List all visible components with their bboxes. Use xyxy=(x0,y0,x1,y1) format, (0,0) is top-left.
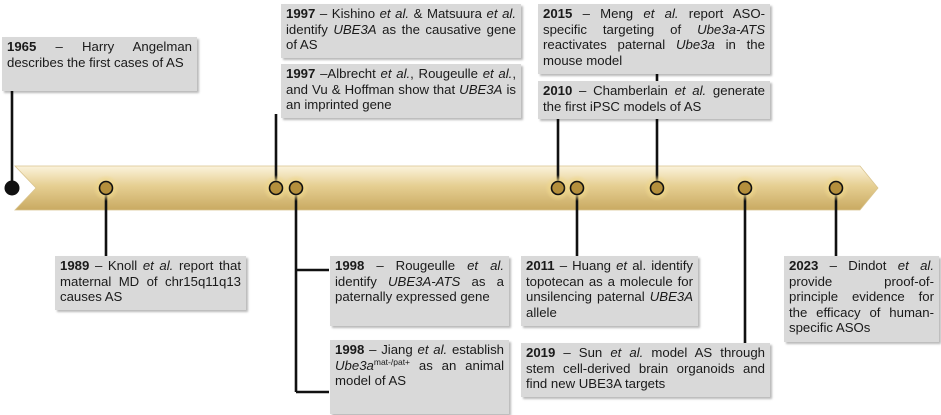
event-box-1965 xyxy=(2,37,197,91)
event-box-2019 xyxy=(521,343,770,397)
event-text: provide proof-of-principle evidence for the efficacy of human-specific ASOs xyxy=(789,273,934,336)
event-text: mat-/pat+ xyxy=(373,356,411,367)
event-box-2023 xyxy=(784,256,939,342)
event-box-1997-albrecht xyxy=(281,64,521,118)
event-text: et al. xyxy=(142,258,174,273)
event-text: et al. xyxy=(417,342,448,357)
event-text: model AS through stem cell-derived brain organoids and find new UBE3A targets xyxy=(526,345,766,392)
event-text: et al. xyxy=(643,6,679,21)
event-text: – Huang xyxy=(554,258,617,273)
event-text: – Meng xyxy=(572,6,644,21)
event-year: 1997 xyxy=(286,6,316,21)
event-text: UBE3A xyxy=(649,289,693,305)
event-year: 2015 xyxy=(543,6,573,21)
event-text: – Kishino xyxy=(315,6,380,21)
event-text: et al. xyxy=(897,258,934,273)
event-text: Ube3a xyxy=(335,357,374,373)
event-text: – Jiang xyxy=(364,342,418,357)
event-year: 2019 xyxy=(526,345,556,360)
event-text: Ube3a-ATS xyxy=(697,21,765,37)
event-text: report ASO-specific targeting of xyxy=(543,6,765,37)
event-text: et al. xyxy=(467,258,505,273)
node-2015 xyxy=(644,175,670,201)
timeline-start-dot xyxy=(5,181,20,196)
event-text: et al. xyxy=(482,66,513,81)
node-2023 xyxy=(823,175,849,201)
event-text: et al. xyxy=(486,6,516,21)
event-year: 2023 xyxy=(789,258,819,273)
event-text: – Harry Angelman describes the first cases of AS xyxy=(7,39,192,70)
event-box-1998-jiang xyxy=(330,340,509,414)
event-year: 1998 xyxy=(335,342,365,357)
event-text: in the mouse model xyxy=(543,37,765,68)
event-text: et al. xyxy=(610,345,644,360)
event-text: – Knoll xyxy=(89,258,143,273)
node-2019 xyxy=(732,175,758,201)
node-2011 xyxy=(564,175,590,201)
event-text: identify xyxy=(335,273,388,289)
event-year: 2010 xyxy=(543,83,573,98)
event-text: generate the first iPSC models of AS xyxy=(543,83,765,114)
event-text: , Rougeulle xyxy=(410,66,483,81)
event-text: Ube3a xyxy=(675,37,715,53)
event-text: al. identify topotecan as a molecule for unsilencing paternal xyxy=(526,258,693,305)
event-box-2011 xyxy=(521,256,698,326)
event-text: as the causative gene of AS xyxy=(286,21,517,53)
event-text: – Chamberlain xyxy=(572,83,675,98)
event-box-1998-rougeulle xyxy=(330,256,509,326)
event-year: 2011 xyxy=(526,258,555,273)
event-box-2015 xyxy=(538,4,770,74)
node-1989 xyxy=(93,175,119,201)
event-text: et al. xyxy=(379,6,410,21)
event-text: reactivates paternal xyxy=(543,37,676,53)
event-box-2010 xyxy=(538,81,770,119)
event-text: et al. xyxy=(674,83,707,98)
event-text: UBE3A xyxy=(333,21,377,37)
event-text: allele xyxy=(526,304,557,320)
event-text: , and Vu & Hoffman show that xyxy=(286,66,517,97)
event-text: UBE3A xyxy=(459,81,503,97)
event-text: et xyxy=(616,258,628,273)
event-text: & Matsuura xyxy=(409,6,487,21)
event-text: UBE3A-ATS xyxy=(388,273,461,289)
event-text: – Rougeulle xyxy=(364,258,468,273)
event-year: 1989 xyxy=(60,258,90,273)
event-text: et al. xyxy=(380,66,411,81)
event-year: 1965 xyxy=(7,39,37,54)
event-text: – Dindot xyxy=(818,258,898,273)
event-box-1989 xyxy=(55,256,246,310)
event-text: as a paternally expressed gene xyxy=(335,273,504,305)
event-text: as an animal model of AS xyxy=(335,357,504,389)
event-year: 1998 xyxy=(335,258,365,273)
event-text: is an imprinted gene xyxy=(286,81,517,113)
event-box-1997-kishino xyxy=(281,4,521,58)
node-1998 xyxy=(283,175,309,201)
event-text: establish xyxy=(447,342,504,357)
event-text: –Albrecht xyxy=(315,66,381,81)
event-text: – Sun xyxy=(555,345,611,360)
event-text: identify xyxy=(286,21,334,37)
event-text: report that maternal MD of chr15q11q13 causes AS xyxy=(60,258,241,305)
event-year: 1997 xyxy=(286,66,316,81)
